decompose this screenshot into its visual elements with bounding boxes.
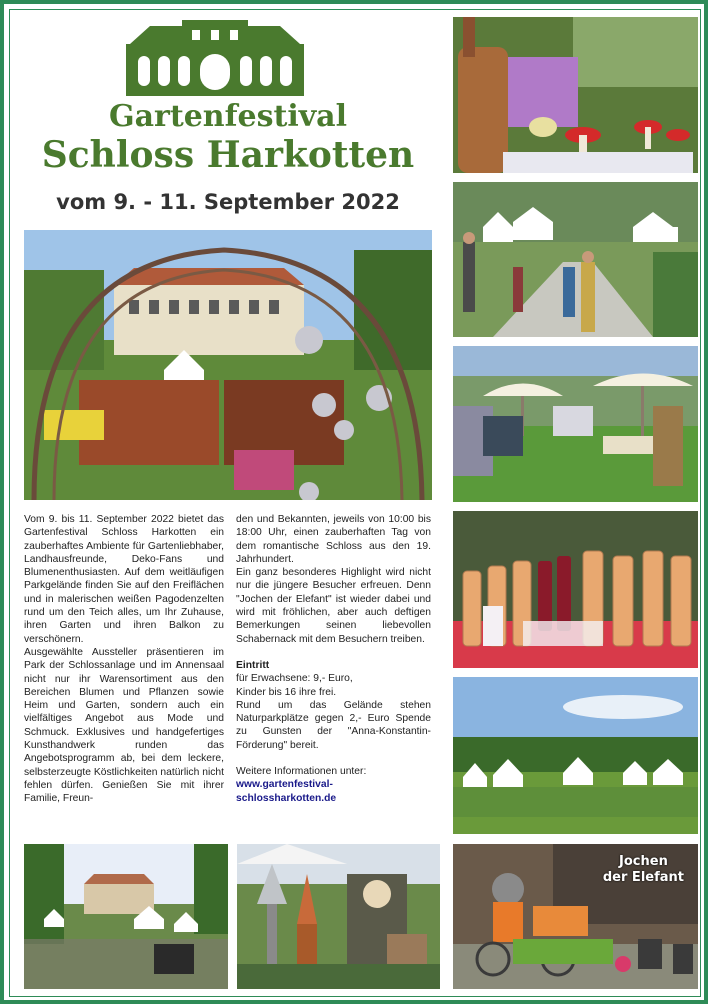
photo-garden-decor bbox=[237, 844, 440, 989]
main-photo-castle bbox=[24, 230, 432, 500]
photo-parasols-lounge bbox=[453, 346, 698, 502]
entry-kids: Kinder bis 16 ihre frei. bbox=[236, 686, 337, 698]
title-line-2: Schloss Harkotten bbox=[41, 134, 415, 176]
website-link-line-1[interactable]: www.gartenfestival- bbox=[236, 779, 333, 791]
paragraph-parking: Rund um das Gelände stehen Naturparkplätze gegen 2,- Euro Spende zu Gunsten der "Anna-Konstantin-Förderung" bereit. bbox=[236, 699, 431, 751]
photo-castle-visitors bbox=[24, 844, 228, 989]
event-dates: vom 9. - 11. September 2022 bbox=[56, 190, 400, 214]
paragraph-hours: den und Bekannten, jeweils von 10:00 bis 18:00 Uhr, einen zauberhaften Tag von dem romantische Schloss aus den 19. Jahrhundert. bbox=[236, 514, 431, 565]
paragraph-exhibitors: Ausgewählte Aussteller präsentieren im Park der Schlossanlage und im Annensaal nicht nur ihr Warensortiment aus den Bereichen Blumen und Pflanzen sowie Heim und Garten, sondern auch ein vielfältiges Angebot aus Mode und Schmuck. Exklusives und handgefertiges Kunsthandwerk runden das Angebotsprogramm ab, bei dem leckere, selbsterzeugte Köstlichkeiten natürlich nicht fehlen dürfen. Genießen Sie mit ihrer Familie, Freun- bbox=[24, 646, 224, 805]
castle-logo-icon bbox=[122, 20, 308, 96]
jochen-label bbox=[603, 854, 684, 886]
body-text-column-2 bbox=[236, 513, 431, 805]
photo-garden-sign bbox=[453, 17, 698, 173]
jochen-label-line-2: der Elefant bbox=[602, 870, 684, 885]
entry-adults: für Erwachsene: 9,- Euro, bbox=[236, 673, 353, 685]
body-text-column-1 bbox=[24, 513, 224, 806]
paragraph-intro: Vom 9. bis 11. September 2022 bietet das Gartenfestival Schloss Harkotten ein zauberhaftes Ambiente für Gartenliebhaber, Landhausfreunde, Deko-Fans und Blumenenthusiasten. Auf dem weitläufigen Parkgelände finden Sie auf den Freiflächen und in malerischen weißen Pagodenzelten rund um den Teich alles, um Ihr Zuhause, ihren Garten und ihren Balkon zu verschönern. bbox=[24, 514, 224, 645]
jochen-label-line-1: Jochen bbox=[619, 854, 668, 869]
entry-heading: Eintritt bbox=[236, 659, 270, 671]
more-info-label: Weitere Informationen unter: bbox=[236, 766, 367, 778]
paragraph-highlight: Ein ganz besonderes Highlight wird nicht nur die jüngere Besucher erfreuen. Denn "Jochen der Elefant" ist wieder dabei und wird mit fröhlichen, aber auch deftigen Bemerkungen seinen liebevollen Schabernack mit dem Besuchern treiben. bbox=[236, 567, 431, 645]
photo-jochen-elefant bbox=[453, 844, 698, 989]
photo-liqueur-bottles bbox=[453, 511, 698, 668]
title-line-1: Gartenfestival bbox=[108, 99, 348, 134]
website-link-line-2[interactable]: schlossharkotten.de bbox=[236, 792, 337, 804]
photo-park-tents bbox=[453, 677, 698, 834]
photo-visitors-path bbox=[453, 182, 698, 337]
